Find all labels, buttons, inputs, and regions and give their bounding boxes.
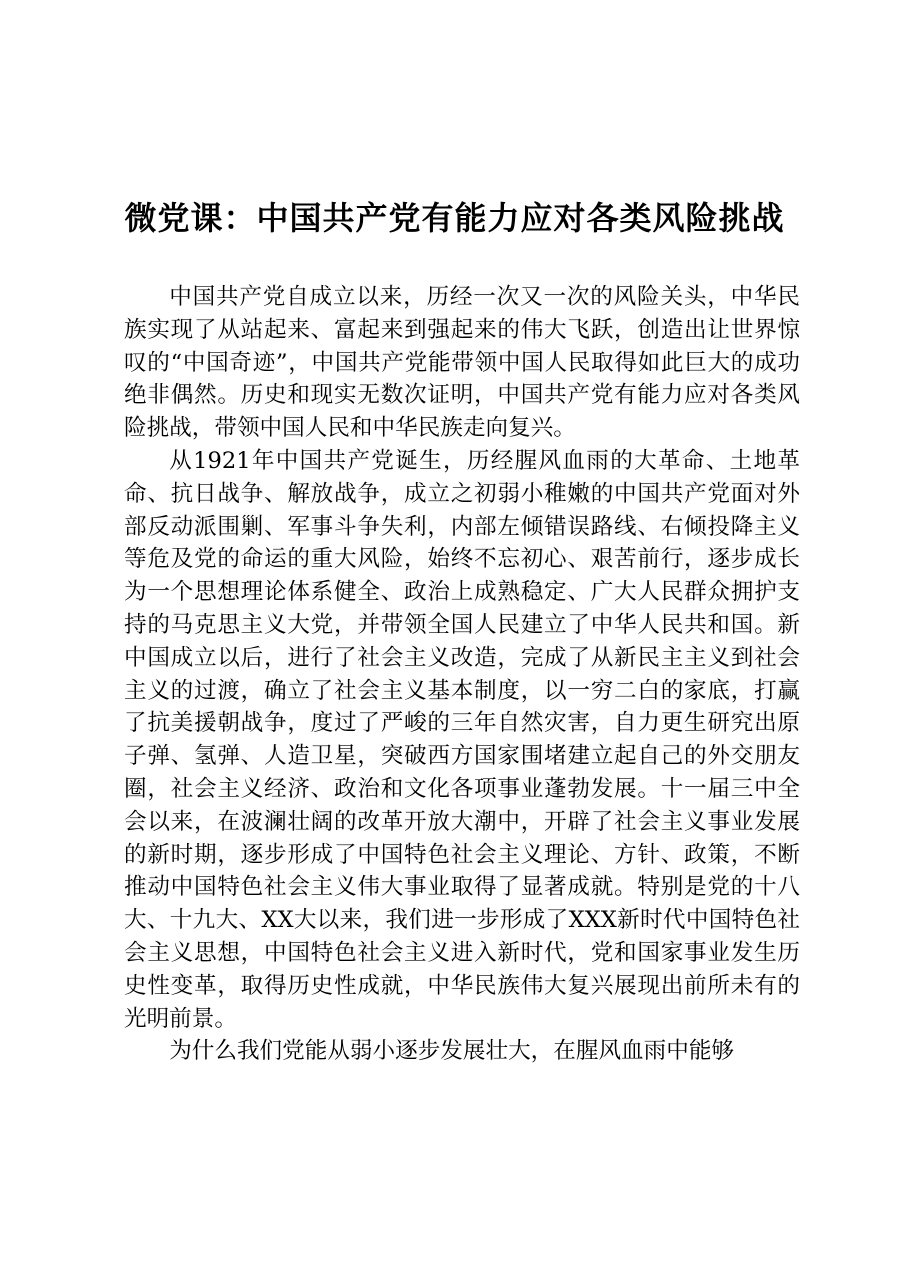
paragraph-3: 为什么我们党能从弱小逐步发展壮大，在腥风血雨中能够 bbox=[169, 1038, 735, 1065]
document-body bbox=[124, 281, 800, 1068]
paragraph-1: 中国共产党自成立以来，历经一次又一次的风险关头，中华民族实现了从站起来、富起来到强起来的伟大飞跃，创造出让世界惊叹的“中国奇迹”，中国共产党能带领中国人民取得如此巨大的成功绝非偶然。历史和现实无数次证明，中国共产党有能力应对各类风险挑战，带领中国人民和中华民族走向复兴。 bbox=[124, 284, 800, 442]
paragraph-2: 从1921年中国共产党诞生，历经腥风血雨的大革命、土地革命、抗日战争、解放战争，成立之初弱小稚嫩的中国共产党面对外部反动派围剿、军事斗争失利，内部左倾错误路线、右倾投降主义等危及党的命运的重大风险，始终不忘初心、艰苦前行，逐步成长为一个思想理论体系健全、政治上成熟稳定、广大人民群众拥护支持的马克思主义大党，并带领全国人民建立了中华人民共和国。新中国成立以后，进行了社会主义改造，完成了从新民主主义到社会主义的过渡，确立了社会主义基本制度，以一穷二白的家底，打赢了抗美援朝战争，度过了严峻的三年自然灾害，自力更生研究出原子弹、氢弹、人造卫星，突破西方国家围堵建立起自己的外交朋友圈，社会主义经济、政治和文化各项事业蓬勃发展。十一届三中全会以来，在波澜壮阔的改革开放大潮中，开辟了社会主义事业发展的新时期，逐步形成了中国特色社会主义理论、方针、政策，不断推动中国特色社会主义伟大事业取得了显著成就。特别是党的十八大、十九大、XX大以来，我们进一步形成了XXX新时代中国特色社会主义思想，中国特色社会主义进入新时代，党和国家事业发生历史性变革，取得历史性成就，中华民族伟大复兴展现出前所未有的光明前景。 bbox=[124, 447, 800, 1032]
document-title: 微党课：中国共产党有能力应对各类风险挑战 bbox=[124, 199, 785, 237]
